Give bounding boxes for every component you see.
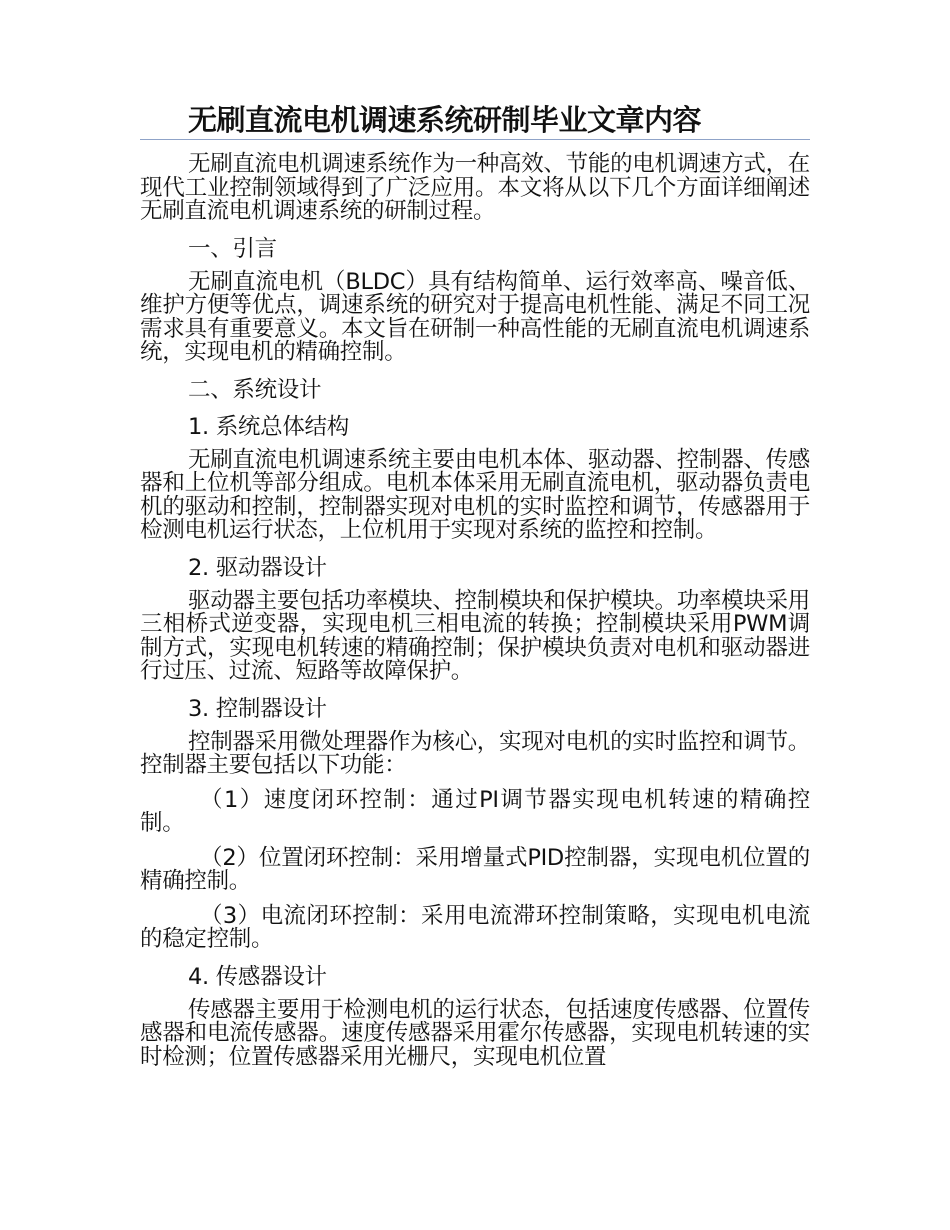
controller-design-paragraph: 控制器采用微处理器作为核心，实现对电机的实时监控和调节。控制器主要包括以下功能： [140, 728, 810, 778]
document-page [140, 100, 810, 1069]
list-item-current-control: （3）电流闭环控制：采用电流滞环控制策略，实现电机电流的稳定控制。 [140, 902, 810, 952]
subsection-heading-driver-design: 2. 驱动器设计 [188, 554, 327, 581]
subsection-heading-controller-design: 3. 控制器设计 [188, 695, 327, 722]
section-heading-system-design: 二、系统设计 [188, 376, 322, 403]
driver-design-paragraph: 驱动器主要包括功率模块、控制模块和保护模块。功率模块采用三相桥式逆变器，实现电机三相电流的转换；控制模块采用PWM调制方式，实现电机转速的精确控制；保护模块负责对电机和驱动器进行过压、过流、短路等故障保护。 [140, 587, 810, 684]
intro-paragraph: 无刷直流电机调速系统作为一种高效、节能的电机调速方式，在现代工业控制领域得到了广泛应用。本文将从以下几个方面详细阐述无刷直流电机调速系统的研制过程。 [140, 151, 810, 224]
subsection-heading-overall-structure: 1. 系统总体结构 [188, 413, 349, 440]
subsection-heading-sensor-design: 4. 传感器设计 [188, 963, 327, 990]
introduction-paragraph: 无刷直流电机（BLDC）具有结构简单、运行效率高、噪音低、维护方便等优点，调速系统的研究对于提高电机性能、满足不同工况需求具有重要意义。本文旨在研制一种高性能的无刷直流电机调速系统，实现电机的精确控制。 [140, 268, 810, 365]
overall-structure-paragraph: 无刷直流电机调速系统主要由电机本体、驱动器、控制器、传感器和上位机等部分组成。电机本体采用无刷直流电机，驱动器负责电机的驱动和控制，控制器实现对电机的实时监控和调节，传感器用于检测电机运行状态，上位机用于实现对系统的监控和控制。 [140, 446, 810, 543]
section-heading-introduction: 一、引言 [188, 235, 277, 262]
sensor-design-paragraph: 传感器主要用于检测电机的运行状态，包括速度传感器、位置传感器和电流传感器。速度传感器采用霍尔传感器，实现电机转速的实时检测；位置传感器采用光栅尺，实现电机位置 [140, 996, 810, 1070]
list-item-speed-control: （1）速度闭环控制：通过PI调节器实现电机转速的精确控制。 [140, 786, 810, 836]
list-item-position-control: （2）位置闭环控制：采用增量式PID控制器，实现电机位置的精确控制。 [140, 844, 810, 894]
document-title: 无刷直流电机调速系统研制毕业文章内容 [188, 103, 702, 137]
